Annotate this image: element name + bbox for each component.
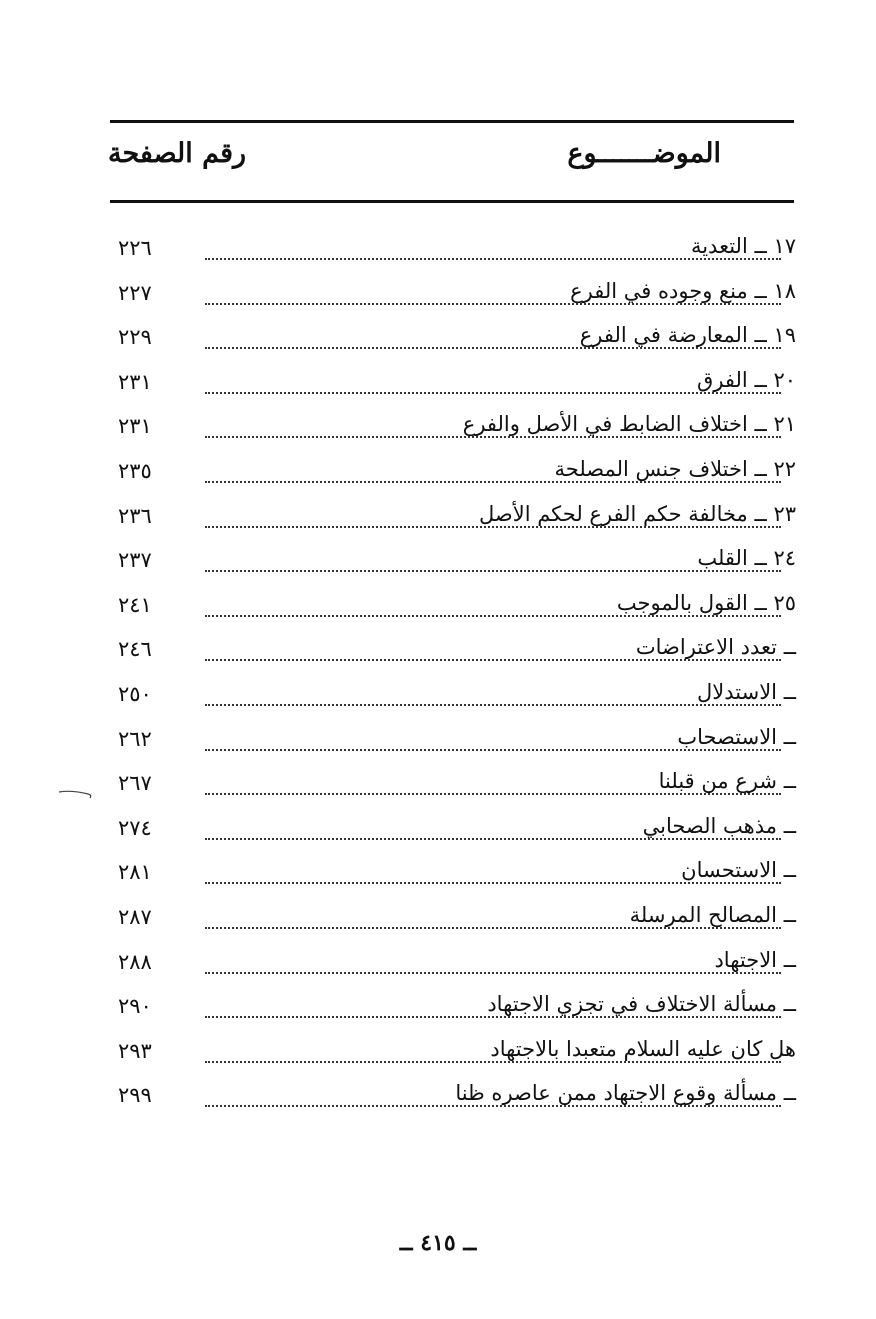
toc-row xyxy=(0,633,876,673)
dot-leader xyxy=(205,481,781,483)
toc-entry-title: ــ مسألة وقوع الاجتهاد ممن عاصره ظنا xyxy=(449,1081,796,1105)
toc-entry-page: ٢٨٨ xyxy=(118,949,152,974)
toc-entry-page: ٢٢٦ xyxy=(118,236,152,260)
dot-leader xyxy=(205,258,781,260)
toc-entry-title: ٢٤ ــ القلب xyxy=(691,546,796,570)
toc-entry-title: ــ الاستصحاب xyxy=(671,725,796,749)
toc-row xyxy=(0,856,876,896)
dot-leader xyxy=(205,882,781,884)
toc-row xyxy=(0,500,876,540)
dot-leader xyxy=(205,347,781,349)
dot-leader xyxy=(205,927,781,929)
toc-entry-title: ١٨ ــ منع وجوده في الفرع xyxy=(564,279,796,303)
dot-leader xyxy=(205,793,781,795)
dot-leader xyxy=(205,704,781,706)
header-bottom-rule xyxy=(110,200,794,203)
dot-leader xyxy=(205,659,781,661)
toc-entry-title: ١٩ ــ المعارضة في الفرع xyxy=(574,323,796,347)
toc-entry-title: ١٧ ــ التعدية xyxy=(685,234,796,258)
toc-entry-title: ــ الاجتهاد xyxy=(708,948,796,972)
dot-leader xyxy=(205,570,781,572)
toc-entry-page: ٢٩٩ xyxy=(118,1083,152,1108)
toc-row xyxy=(0,589,876,629)
dot-leader xyxy=(205,838,781,840)
toc-entry-page: ٢٤١ xyxy=(118,592,152,617)
toc-entry-page: ٢٨١ xyxy=(118,860,152,885)
toc-entry-page: ٢٦٧ xyxy=(118,771,152,796)
toc-row xyxy=(0,455,876,495)
toc-entry-title: ــ مسألة الاختلاف في تجزي الاجتهاد xyxy=(481,992,796,1016)
toc-entry-title: ٢١ ــ اختلاف الضابط في الأصل والفرع xyxy=(457,412,796,436)
header-top-rule xyxy=(110,120,794,123)
toc-entry-page: ٢٥٠ xyxy=(118,682,152,706)
toc-row xyxy=(0,321,876,361)
toc-entry-page: ٢٢٧ xyxy=(118,280,152,305)
pen-mark xyxy=(58,786,94,800)
toc-entry-title: ــ الاستدلال xyxy=(691,680,796,704)
toc-row xyxy=(0,767,876,807)
toc-entry-title: ٢٠ ــ الفرق xyxy=(691,368,796,392)
toc-row xyxy=(0,1035,876,1075)
toc-entry-title: ــ المصالح المرسلة xyxy=(624,903,796,927)
toc-entry-page: ٢٨٧ xyxy=(118,905,152,929)
toc-row xyxy=(0,277,876,317)
toc-row xyxy=(0,901,876,941)
toc-entry-page: ٢٤٦ xyxy=(118,637,152,662)
dot-leader xyxy=(205,1105,781,1107)
toc-row xyxy=(0,366,876,406)
toc-entry-title: هل كان عليه السلام متعبدا بالاجتهاد xyxy=(484,1037,796,1061)
dot-leader xyxy=(205,392,781,394)
toc-entry-page: ٢٣١ xyxy=(118,369,152,394)
toc-row xyxy=(0,723,876,763)
page-number: ــ ٤١٥ ــ xyxy=(399,1230,477,1256)
column-header-page: رقم الصفحة xyxy=(108,138,247,169)
toc-row xyxy=(0,232,876,272)
toc-entry-title: ــ تعدد الاعتراضات xyxy=(630,635,796,659)
dot-leader xyxy=(205,1016,781,1018)
dot-leader xyxy=(205,615,781,617)
toc-entry-page: ٢٩٣ xyxy=(118,1038,152,1063)
toc-entry-title: ٢٥ ــ القول بالموجب xyxy=(611,591,796,615)
toc-entry-page: ٢٣١ xyxy=(118,414,152,439)
column-header-topic: الموضـــــــوع xyxy=(567,138,721,169)
toc-entry-page: ٢٧٤ xyxy=(118,815,152,840)
toc-row xyxy=(0,410,876,450)
toc-row xyxy=(0,812,876,852)
dot-leader xyxy=(205,436,781,438)
toc-entry-title: ٢٣ ــ مخالفة حكم الفرع لحكم الأصل xyxy=(473,502,796,526)
toc-row xyxy=(0,1079,876,1119)
dot-leader xyxy=(205,749,781,751)
toc-entry-page: ٢٩٠ xyxy=(118,994,152,1019)
toc-row xyxy=(0,544,876,584)
toc-row xyxy=(0,946,876,986)
toc-entry-title: ــ مذهب الصحابي xyxy=(637,814,796,838)
toc-row xyxy=(0,990,876,1030)
dot-leader xyxy=(205,972,781,974)
toc-entry-title: ــ شرع من قبلنا xyxy=(653,769,796,793)
toc-entry-page: ٢٦٢ xyxy=(118,726,152,751)
toc-entry-title: ــ الاستحسان xyxy=(675,858,796,882)
toc-entry-page: ٢٣٧ xyxy=(118,548,152,573)
toc-entry-title: ٢٢ ــ اختلاف جنس المصلحة xyxy=(549,457,796,481)
dot-leader xyxy=(205,1061,781,1063)
toc-entry-page: ٢٣٥ xyxy=(118,459,152,483)
toc-entry-page: ٢٢٩ xyxy=(118,325,152,350)
toc-entry-page: ٢٣٦ xyxy=(118,503,152,528)
toc-row xyxy=(0,678,876,718)
